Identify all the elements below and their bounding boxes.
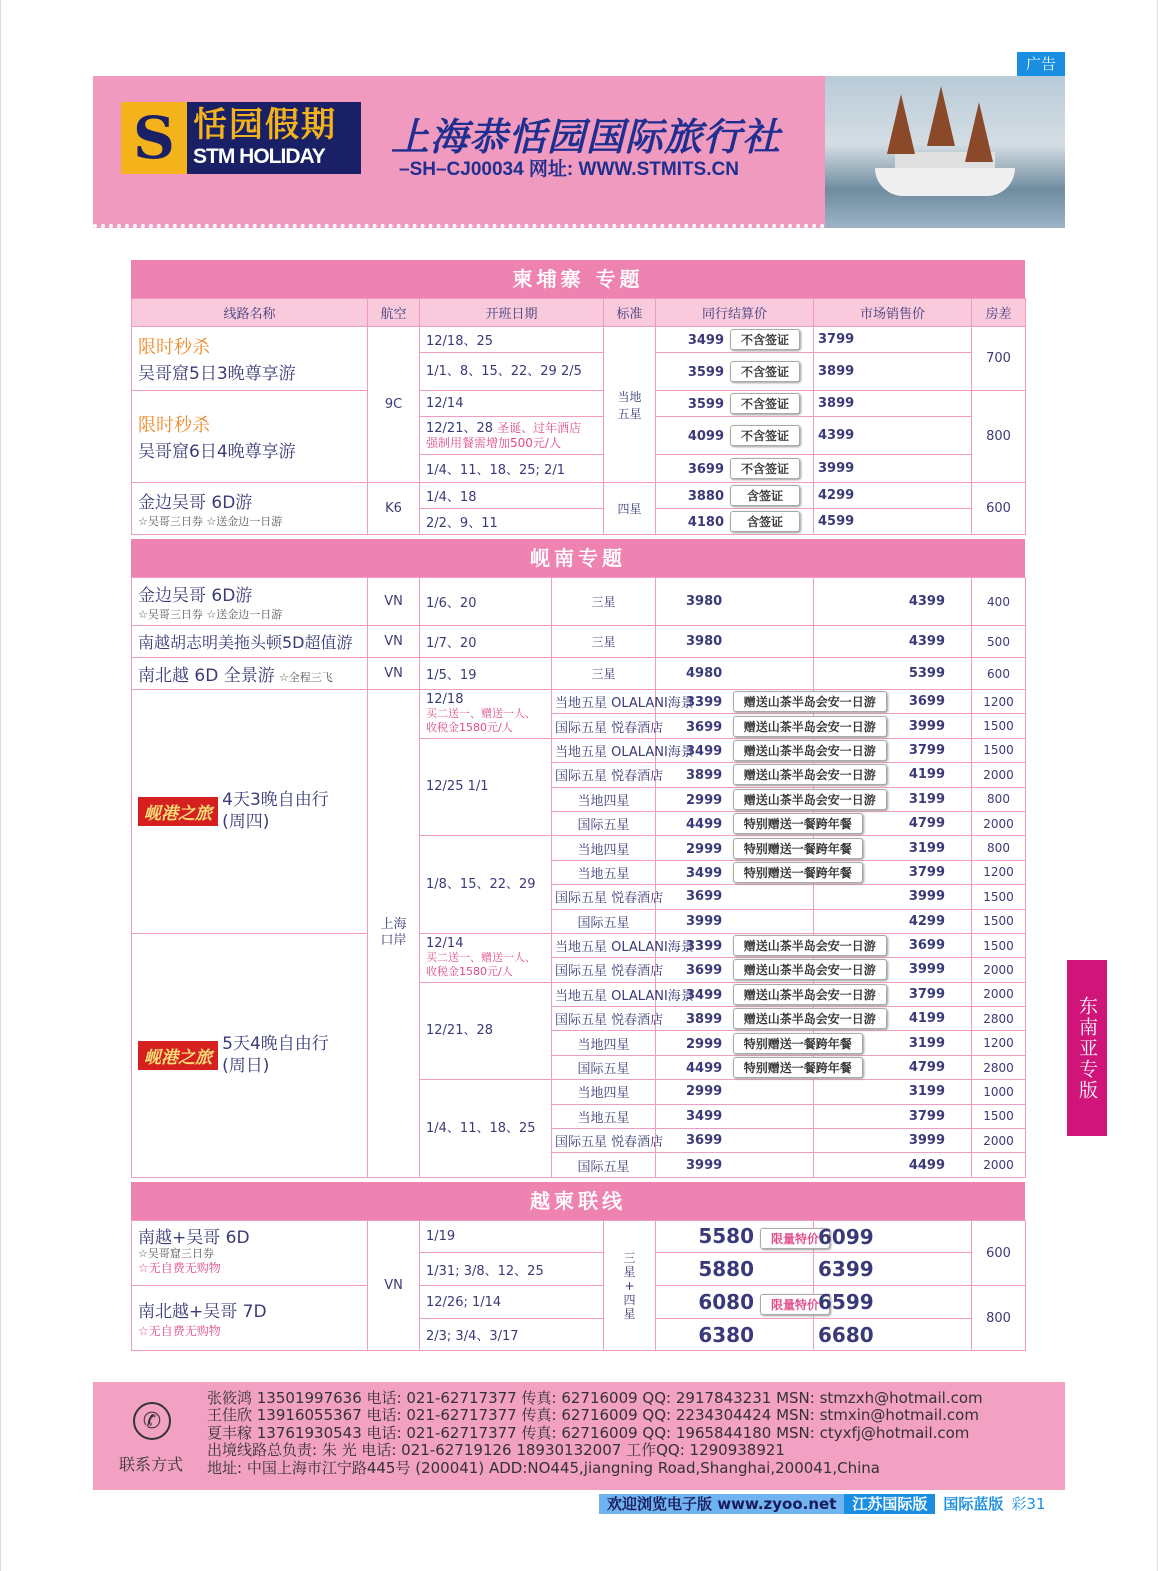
table-row: 国际五星 3999 4299 1500 (132, 909, 1026, 933)
logo-s-icon: S (121, 102, 187, 174)
table-row: 国际五星 悦春酒店 3699 3999 2000 (132, 1129, 1026, 1153)
table-row: 12/25 1/1 当地五星 OLALANI海景 3499 赠送山茶半岛会安一日游 3799 1500 (132, 738, 1026, 762)
col-air: 航空 (368, 299, 420, 327)
page-number: 彩31 (1011, 1495, 1046, 1513)
table-row: 金边吴哥 6D游 ☆吴哥三日券 ☆送金边一日游 VN 1/6、20 三星 3980 4399 400 (132, 578, 1026, 626)
table-row: 限时秒杀 吴哥窟5日3晚尊享游 9C 12/18、25 当地五星 3499 不含签证 3799 700 (132, 327, 1026, 353)
table-row: 国际五星 悦春酒店 3699 赠送山茶半岛会安一日游 3999 2000 (132, 958, 1026, 982)
contact-label: 联系方式 (119, 1455, 184, 1474)
table-row: 2/3; 3/4、3/17 6380 6680 (132, 1319, 1026, 1351)
table-row: 当地五星 3499 3799 1500 (132, 1104, 1026, 1128)
phone-icon: ✆ (133, 1402, 171, 1440)
contact-line: 王佳欣 13916055367 电话: 021-62717377 传真: 62716009 QQ: 2234304424 MSN: stmxin@hotmail.com (207, 1406, 979, 1425)
table-row: 1/4、11、18、25 当地四星 2999 3199 1000 (132, 1080, 1026, 1104)
table-row: 12/21、28 当地五星 OLALANI海景 3499 赠送山茶半岛会安一日游 3799 2000 (132, 982, 1026, 1006)
section-vietcam-title: 越柬联线 (131, 1182, 1025, 1220)
column-header-row (132, 299, 1026, 327)
col-route: 线路名称 (132, 299, 368, 327)
table-row: 国际五星 4499 特别赠送一餐跨年餐 4799 2800 (132, 1055, 1026, 1079)
table-row: 国际五星 悦春酒店 3899 赠送山茶半岛会安一日游 4199 2000 (132, 763, 1026, 787)
table-row: 12/21、28 圣诞、过年酒店 强制用餐需增加500元/人 4099 不含签证 4399 (132, 417, 1026, 455)
contact-line: 出境线路总负责: 朱 光 电话: 021-62719126 18930132007 工作QQ: 1290938921 (207, 1441, 785, 1460)
table-row: 国际五星 4499 特别赠送一餐跨年餐 4799 2000 (132, 811, 1026, 835)
section-danang-title: 岘南专题 (131, 539, 1025, 577)
contact-line: 地址: 中国上海市江宁路445号 (200041) ADD:NO445,jiangning Road,Shanghai,200041,China (207, 1458, 880, 1477)
agency-name: 上海恭恬园国际旅行社 (391, 115, 782, 159)
cambodia-table (131, 298, 1026, 535)
license-website: –SH–CJ00034 网址: WWW.STMITS.CN (399, 159, 739, 180)
bottom-bar (599, 1494, 1046, 1514)
logo-en: STM HOLIDAY (193, 145, 325, 168)
table-row: 岘港之旅 4天3晚自由行 (周四) 上海口岸 12/18 买二送一、赠送一人、收税金1580元/人 当地五星 OLALANI海景 3399 赠送山茶半岛会安一日游 3699 1200 (132, 690, 1026, 714)
danang-badge: 岘港之旅 (138, 1041, 218, 1070)
table-row: 1/1、8、15、22、29 2/5 3599 不含签证 3899 (132, 353, 1026, 391)
table-row: 国际五星 悦春酒店 3899 赠送山茶半岛会安一日游 4199 2800 (132, 1007, 1026, 1031)
col-date: 开班日期 (420, 299, 604, 327)
table-row: 限时秒杀 吴哥窟6日4晚尊享游 12/14 3599 不含签证 3899 800 (132, 391, 1026, 417)
table-row: 南北越 6D 全景游 ☆全程三飞 VN 1/5、19 三星 4980 5399 600 (132, 658, 1026, 690)
contact-footer (93, 1382, 1065, 1490)
danang-badge: 岘港之旅 (138, 797, 218, 826)
contact-line: 张筱鸿 13501997636 电话: 021-62717377 传真: 62716009 QQ: 2917843231 MSN: stmzxh@hotmail.com (207, 1389, 983, 1407)
col-market-price: 市场销售价 (814, 299, 972, 327)
section-cambodia-title: 柬埔寨 专题 (131, 260, 1025, 298)
col-std: 标准 (604, 299, 656, 327)
logo (121, 102, 361, 174)
ebook-link[interactable]: 欢迎浏览电子版 www.zyoo.net (599, 1494, 844, 1514)
table-row: 南北越+吴哥 7D ☆无自费无购物 12/26; 1/14 6080 限量特价 6599 800 (132, 1286, 1026, 1319)
table-row: 1/8、15、22、29 当地四星 2999 特别赠送一餐跨年餐 3199 800 (132, 836, 1026, 860)
table-row: 金边吴哥 6D游 ☆吴哥三日券 ☆送金边一日游 K6 1/4、18 四星 3880 含签证 4299 600 (132, 483, 1026, 509)
vietcam-table (131, 1220, 1026, 1351)
table-row: 国际五星 悦春酒店 3699 3999 1500 (132, 885, 1026, 909)
col-room-diff: 房差 (972, 299, 1026, 327)
logo-cn: 恬园假期 (193, 105, 337, 145)
ship-photo (825, 76, 1065, 228)
table-row: 南越+吴哥 6D ☆吴哥窟三日券 ☆无自费无购物 VN 1/19 三星 + 四星 5580 限量特价 6099 600 (132, 1221, 1026, 1253)
table-row: 当地五星 3499 特别赠送一餐跨年餐 3799 1200 (132, 860, 1026, 884)
edition-color: 国际蓝版 (943, 1495, 1004, 1513)
ad-tag: 广告 (1017, 52, 1065, 76)
table-row: 国际五星 3999 4499 2000 (132, 1153, 1026, 1177)
table-row: 当地四星 2999 特别赠送一餐跨年餐 3199 1200 (132, 1031, 1026, 1055)
col-trade-price: 同行结算价 (656, 299, 814, 327)
table-row: 岘港之旅 5天4晚自由行 (周日) 12/14 买二送一、赠送一人、收税金1580元/人 当地五星 OLALANI海景 3399 赠送山茶半岛会安一日游 3699 1500 (132, 933, 1026, 957)
danang-table (131, 577, 1026, 1178)
table-row: 1/31; 3/8、12、25 5880 6399 (132, 1253, 1026, 1286)
table-row: 南越胡志明美拖头顿5D超值游 VN 1/7、20 三星 3980 4399 500 (132, 626, 1026, 658)
contact-line: 夏丰稼 13761930543 电话: 021-62717377 传真: 62716009 QQ: 1965844180 MSN: ctyxfj@hotmail.com (207, 1423, 970, 1442)
main-content (93, 228, 1065, 1382)
table-row: 当地四星 2999 赠送山茶半岛会安一日游 3199 800 (132, 787, 1026, 811)
edition-label: 江苏国际版 (844, 1494, 935, 1514)
contact-list (207, 1390, 983, 1477)
side-tab: 东南亚专版 (1067, 960, 1107, 1136)
header-banner (93, 76, 1065, 228)
table-row: 国际五星 悦春酒店 3699 赠送山茶半岛会安一日游 3999 1500 (132, 714, 1026, 738)
table-row: 2/2、9、11 4180 含签证 4599 (132, 509, 1026, 535)
table-row: 1/4、11、18、25; 2/1 3699 不含签证 3999 (132, 455, 1026, 483)
